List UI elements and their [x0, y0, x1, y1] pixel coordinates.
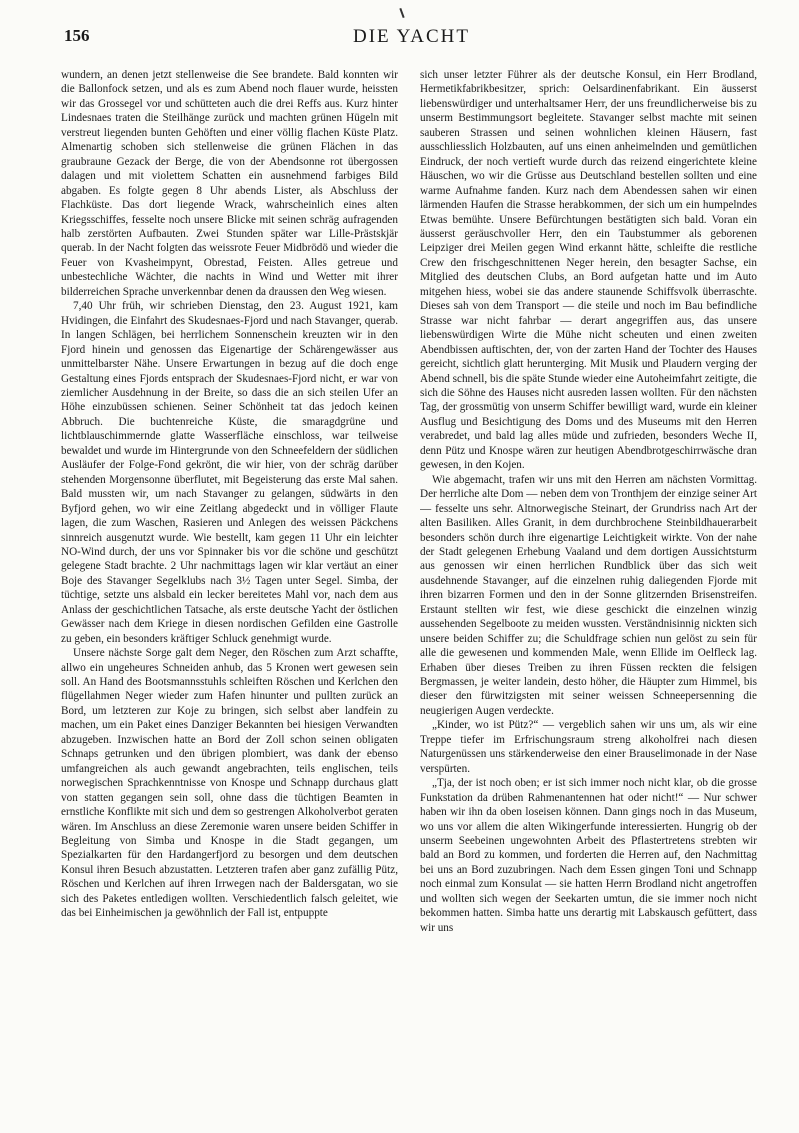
paragraph: Unsere nächste Sorge galt dem Neger, den Röschen zum Arzt schaffte, allwo ein ungeheures Schneiden anhub, das 5 Kronen wert gewesen sein soll. An Hand des Bootsmannsstuhls schleiften Röschen und Kerlchen den flügellahmen Neger wieder zum Hafen hinunter und pullten zurück an Bord, um letzteren zur Koje zu bringen, sich selbst aber landfein zu machen, um ein Paket eines Danziger Bekannten bei hiesigen Verwandten abzugeben. Inzwischen hatte an Bord der Zoll schon seinen obligaten Schnaps getrunken und den übrigen plombiert, was dank der ebenso umfangreichen als auch gewandt angebrachten, teils englischen, teils norwegischen Sprachkenntnisse von Knospe und Schnapp durchaus glatt von statten gegangen sein soll, ohne dass die tüchtigen Beamten in ernstliche Konflikte mit sich und dem so gestrengen Alkoholverbot geraten wären. Im Anschluss an diese Zeremonie waren unsere beiden Schiffer in Begleitung von Simba und Knospe in die Stadt gegangen, um Spezialkarten für den Hardangerfjord zu besorgen und dem deutschen Konsul ihren Besuch abzustatten. Letzteren trafen aber ganz zufällig Pütz, Röschen und Kerlchen auf ihren Irrwegen nach der Baldersgatan, wo sie sich des Paketes entledigen wollten. Verschiedentlich falsch geleitet, wie das bei Einheimischen ja gewöhnlich der Fall ist, entpuppte	[61, 647, 398, 920]
left-column	[61, 68, 398, 1108]
pencil-mark	[399, 8, 404, 18]
paragraph: sich unser letzter Führer als der deutsche Konsul, ein Herr Brodland, Hermetikfabrikbesitzer, sprich: Oelsardinenfabrikant. Ein äusserst liebenswürdiger und unterhaltsamer Herr, der uns freundlicherweise bis zu unserm Bestimmungsort begleitete. Stavanger selbst machte mit seinen sauberen Strassen und seinen wohnlichen kleinen Häusern, fast ausschliesslich Holzbauten, auf uns einen anheimelnden und gemütlichen Eindruck, der noch vertieft wurde durch das reizend eingerichtete kleine Häuschen, wo wir die Grüsse aus Deutschland bestellen sollten und eine warme Aufnahme fanden. Kurz nach dem Abendessen sahen wir einen lärmenden Haufen die Strasse herabkommen, der sich um ein humpelndes Etwas bemühte. Unsere Befürchtungen bestätigten sich bald. Voran ein äusserst geräuschvoller Herr, den ein Taubstummer als geborenen Leipziger drei Meilen gegen Wind erkannt hätte, schleifte die restliche Crew den frischgeschnittenen Neger herein, den besagter Sachse, ein Mitglied des deutschen Clubs, an Bord aufgetan hatte und im Auto mitgehen hiess, wobei sie das andere staunende Schiffsvolk überraschte. Dieses sah von dem Transport — die steile und noch im Bau befindliche Strasse war nicht fahrbar — derart angegriffen aus, das unsere liebenswürdigen Wirte die Mühe nicht scheuten und einen zweiten Abendbissen auftischten, der, von der zarten Hand der Tochter des Hauses gereicht, sichtlich glatt herunterging. Mit Musik und Plaudern verging der Abend schnell, bis die späte Stunde wieder eine Autoheimfahrt zeitigte, die sich die Söhne des Hauses nicht ausreden lassen wollten. Für den nächsten Tag, der grossmütig von unserm Schiffer bewilligt ward, wurde ein kleiner Ausflug und Besichtigung des Doms und des Museums mit den Herren verabredet, und bald lag alles müde und zufrieden, besonders Weche II, denn Pütz und Knospe wären zur heutigen Abendbrotgeschirrwäsche dran gewesen, in den Kojen.	[420, 69, 757, 472]
running-title: DIE YACHT	[352, 26, 471, 47]
text-columns	[61, 68, 757, 1108]
right-column	[420, 68, 757, 1108]
page-number: 156	[64, 26, 90, 45]
paragraph: wundern, an denen jetzt stellenweise die See brandete. Bald konnten wir die Ballonfock setzen, und als es zum Abend noch flauer wurde, heissten wir das Grossegel vor und schütteten auch die drei Reffs aus. Kurz hinter Lindesnaes traten die Steilhänge zurück und machten grünen Hügeln mit verstreut liegenden bunten Gehöften und einer völlig flachen Küste Platz. Almenartig schoben sich stellenweise die grünen Flächen in das graubraune Gezack der Berge, die von der Abendsonne rot übergossen dalagen und mit violettem Schatten ein ausnehmend farbiges Bild abgaben. Es folgte gegen 8 Uhr abends Lister, als Abschluss der Flachküste. Das dort liegende Wrack, wahrscheinlich eines alten Kriegsschiffes, fesselte noch unsere Blicke mit seinen schräg aufragenden halb zerstörten Aufbauten. Zwei Stunden später war Lille-Prästskjär querab. In der Nacht folgten das weissrote Feuer Midbrödö und wieder die Feuer von Kvasheimpynt, Obrestad, Feisten. Alles getreue und unbestechliche Wächter, die nachts in Wind und Wetter mit ihrer bilderreichen Sprache unverkennbar denen da draussen den Weg wiesen.	[61, 69, 398, 298]
paragraph: „Kinder, wo ist Pütz?“ — vergeblich sahen wir uns um, als wir eine Treppe tiefer im Erfrischungsraum streng alkoholfrei nach diesen Naturgenüssen uns stärkenderweise den einer Brauselimonade in der Nase verspürten.	[420, 719, 757, 775]
page-header	[64, 26, 759, 50]
paragraph: Wie abgemacht, trafen wir uns mit den Herren am nächsten Vormittag. Der herrliche alte Dom — neben dem von Tronthjem der einzige seiner Art — fesselte uns sehr. Altnorwegische Steinart, der Grundriss nach Art der alten Basiliken. Alles Granit, in dem durchbrochene Steinbildhauerarbeit besonders schön durch ihre eigenartige Leichtigkeit wirkte. Von der nahe der Stadt gelegenen Erhebung Vaaland und dem dortigen Aussichtsturm aus genossen wir einen herrlichen Rundblick über das sich weit ausdehnende Stavanger, auf die einzelnen ruhig daliegenden Fjorde mit ihren bizarren Formen und den in der Sonne glitzernden Brisenstreifen. Erstaunt stellten wir fest, wie diese geschickt die einzelnen winzig aussehenden Segelboote zu meiden wussten. Verständnisinnig nickten sich unsere beiden Schiffer zu; die Schuldfrage schien nun gelöst zu sein für alle die gewesenen und kommenden Male, wenn Ellide im Oelfleck lag. Erhaben über dieses Treiben zu ihren Füssen reckten die felsigen Bergmassen, je weiter landein, desto höher, die Häupter zum Himmel, bis dieser den fürwitzigsten mit seiner weissen Schneepersenning die neugierigen Augen verdeckte.	[420, 473, 757, 717]
paragraph: 7,40 Uhr früh, wir schrieben Dienstag, den 23. August 1921, kam Hvidingen, die Einfahrt des Skudesnaes-Fjord und nach Stavanger, querab. In langen Schlägen, bei herrlichem Sonnenschein kreuzten wir in den Fjord hinein und genossen das Eigenartige der Schärengewässer aus unmittelbarster Nähe. Unsere Erwartungen in bezug auf die doch enge Gestaltung eines Fjords entsprach der Skudesnaes-Fjord nicht, er war von ziemlicher Ausdehnung in der Breite, so dass die an sich steilen Ufer an Höhe einzubüssen schienen. Seiner Schönheit tat das jedoch keinen Abbruch. Die buchtenreiche Küste, die smaragdgrüne und lichtblauschimmernde glatte Wasserfläche einschloss, war teilweise bewaldet und wurde im Hintergrunde von den Schneefeldern der südlichen Ausläufer der Folge-Fond gekrönt, die wir hier, von der schräg darüber stehenden Morgensonne überflutet, mit Begeisterung das erste Mal sahen. Bald mussten wir, um nach Stavanger zu gelangen, südwärts in den Byfjord gehen, wo wir eine Zeitlang abgedeckt und in völliger Flaute lagen, die zum Waschen, Rasieren und Anlegen des weissen Päckchens sinnreich ausgenutzt wurde. Wie bestellt, kam gegen 11 Uhr ein leichter NO-Wind durch, der uns vor Spinnaker bis vor die schöne und geschützt gelegene Stadt brachte. 2 Uhr nachmittags lagen wir klar vertäut an einer Boje des Stavanger Segelklubs nach 3½ Tagen unter Segel. Simba, der tüchtige, setzte uns alsbald ein lecker bereitetes Mahl vor, nach dem aus Anlass der geschichtlichen Tatsache, als erste deutsche Yacht der östlichen Gewässer nach dem Kriege in diesen nordischen Gefilden eine Gastrolle zu geben, ein besonders kräftiger Schluck genehmigt wurde.	[61, 300, 398, 645]
paragraph: „Tja, der ist noch oben; er ist sich immer noch nicht klar, ob die grosse Funkstation da drüben Rahmenantennen hat oder nicht!“ — Nur schwer haben wir ihn da oben loseisen können. Dann gings noch in das Museum, wo uns vor allem die alten Wikingerfunde interessierten. Hungrig ob der unserm Seebeinen ungewohnten Arbeit des Pflastertretens strebten wir bald an Bord zu kommen, und forderten die Herren auf, den Nachmittag bei uns an Bord zuzubringen. Nach dem Essen gingen Toni und Schnapp noch einmal zum Konsulat — sie hatten Herrn Brodland nicht angetroffen und wollten sich wegen der Seekarten umtun, die sie immer noch nicht bekommen hatten. Simba hatte uns derartig mit Labskausch gefüttert, dass wir uns	[420, 777, 757, 934]
